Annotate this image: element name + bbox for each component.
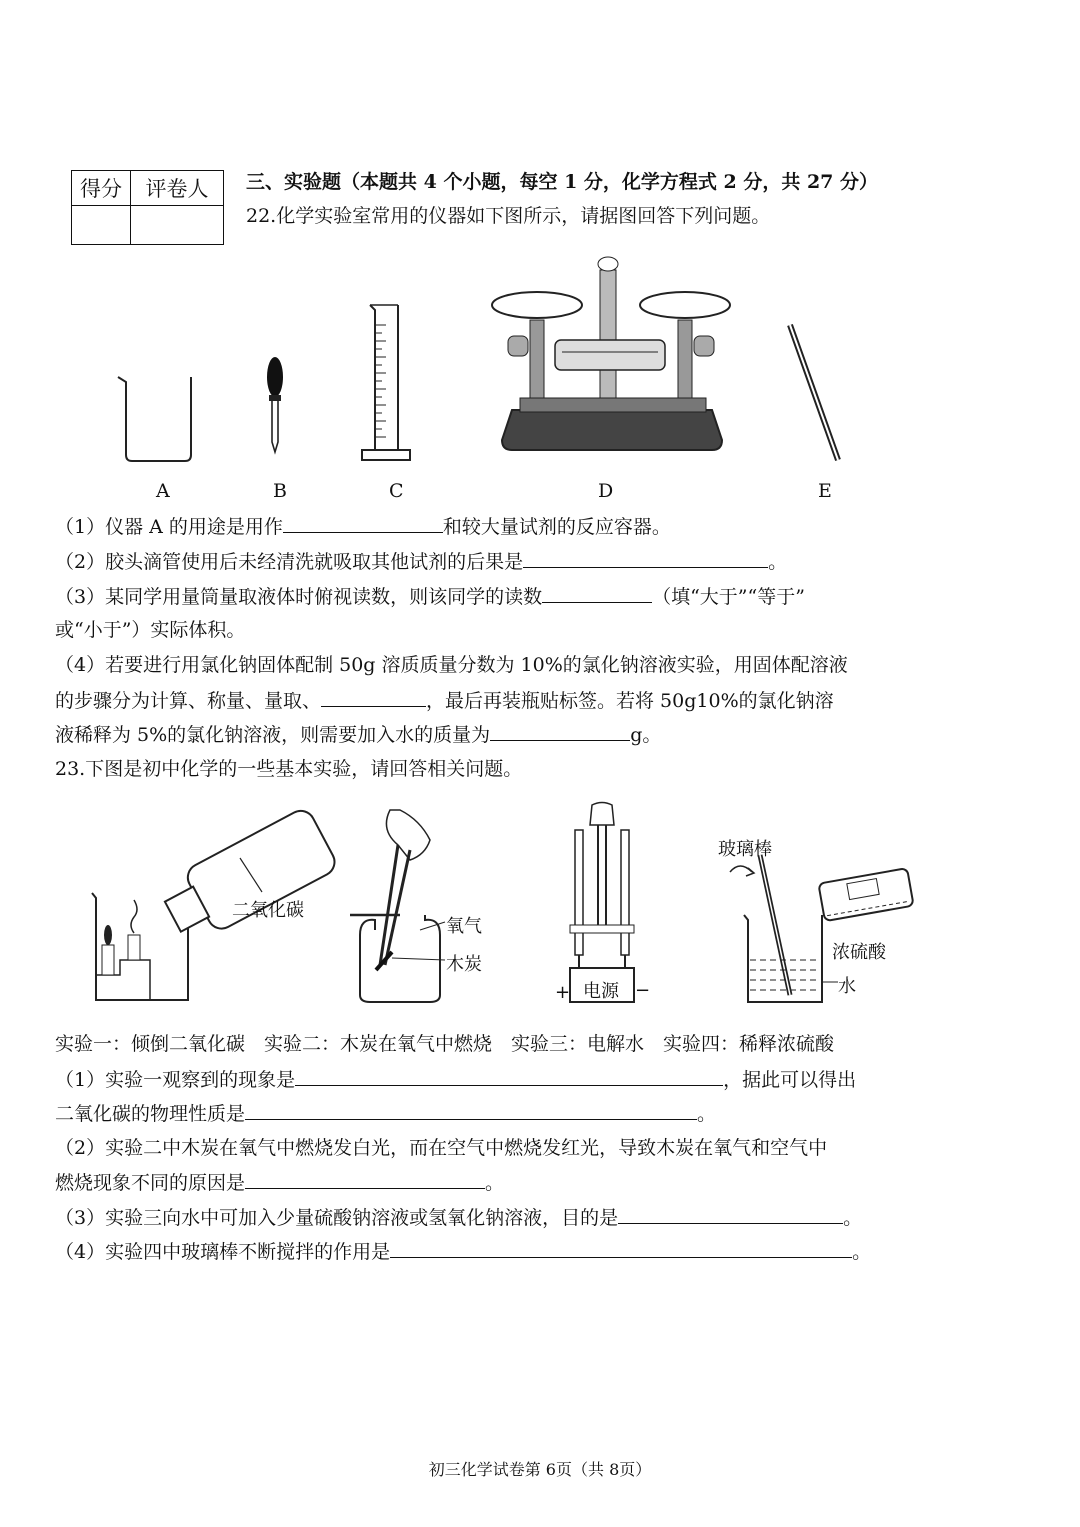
answer-blank[interactable] bbox=[390, 1239, 852, 1258]
label-oxygen: 氧气 bbox=[446, 916, 482, 937]
q23-captions: 实验一：倾倒二氧化碳 实验二：木炭在氧气中燃烧 实验三：电解水 实验四：稀释浓硫酸 bbox=[55, 1033, 835, 1055]
score-header: 得分 bbox=[72, 171, 131, 206]
q22-stem: 22.化学实验室常用的仪器如下图所示，请据图回答下列问题。 bbox=[246, 205, 771, 227]
score-cell[interactable] bbox=[72, 206, 131, 245]
section-title: 三、实验题（本题共 4 个小题，每空 1 分，化学方程式 2 分，共 27 分） bbox=[246, 171, 879, 193]
experiments-figure bbox=[80, 800, 930, 1015]
grader-cell[interactable] bbox=[131, 206, 224, 245]
answer-blank[interactable] bbox=[245, 1170, 485, 1189]
label-co2: 二氧化碳 bbox=[232, 900, 304, 921]
grader-header: 评卷人 bbox=[131, 171, 224, 206]
q23-part1: （1）实验一观察到的现象是 ，据此可以得出 bbox=[55, 1069, 857, 1091]
answer-blank[interactable] bbox=[321, 688, 426, 707]
electrolysis-icon bbox=[570, 803, 634, 1003]
label-acid: 浓硫酸 bbox=[832, 942, 886, 963]
q22-part2: （2）胶头滴管使用后未经清洗就吸取其他试剂的后果是 。 bbox=[55, 551, 788, 573]
label-b: B bbox=[273, 480, 287, 502]
q22-part4: （4）若要进行用氯化钠固体配制 50g 溶质质量分数为 10%的氯化钠溶液实验，用固体配溶液 bbox=[55, 654, 848, 676]
q23-part4: （4）实验四中玻璃棒不断搅拌的作用是 。 bbox=[55, 1241, 872, 1263]
label-d: D bbox=[598, 480, 614, 502]
answer-blank[interactable] bbox=[523, 549, 768, 568]
q23-part2: （2）实验二中木炭在氧气中燃烧发白光，而在空气中燃烧发红光，导致木炭在氧气和空气中 bbox=[55, 1137, 828, 1159]
charcoal-burning-icon bbox=[350, 810, 445, 1002]
label-minus: − bbox=[635, 980, 651, 1001]
q22-part4-line3: 液稀释为 5%的氯化钠溶液，则需要加入水的质量为 g。 bbox=[55, 724, 662, 746]
balance-icon bbox=[492, 257, 730, 450]
q23-stem: 23.下图是初中化学的一些基本实验，请回答相关问题。 bbox=[55, 758, 523, 780]
label-e: E bbox=[818, 480, 832, 502]
q22-part1: （1）仪器 A 的用途是用作 和较大量试剂的反应容器。 bbox=[55, 516, 671, 538]
label-plus: + bbox=[555, 982, 571, 1003]
acid-dilution-icon bbox=[730, 855, 914, 1002]
label-water: 水 bbox=[838, 976, 856, 997]
label-glass-rod: 玻璃棒 bbox=[718, 839, 772, 860]
label-power: 电源 bbox=[583, 981, 619, 1002]
q22-part4-line2: 的步骤分为计算、称量、量取、 ，最后再装瓶贴标签。若将 50g10%的氯化钠溶 bbox=[55, 690, 834, 712]
answer-blank[interactable] bbox=[618, 1205, 843, 1224]
lab-instruments-figure bbox=[100, 250, 860, 470]
answer-blank[interactable] bbox=[283, 514, 443, 533]
answer-blank[interactable] bbox=[245, 1101, 697, 1120]
q23-part3: （3）实验三向水中可加入少量硫酸钠溶液或氢氧化钠溶液，目的是 。 bbox=[55, 1207, 863, 1229]
score-table bbox=[71, 170, 224, 245]
q22-part3-cont: 或“小于”）实际体积。 bbox=[55, 619, 246, 641]
graduated-cylinder-icon bbox=[362, 305, 410, 460]
label-c: C bbox=[389, 480, 404, 502]
q22-part3: （3）某同学用量筒量取液体时俯视读数，则该同学的读数 （填“大于”“等于” bbox=[55, 586, 805, 608]
glass-rod-icon bbox=[790, 325, 838, 460]
answer-blank[interactable] bbox=[542, 584, 652, 603]
q23-part1-line2: 二氧化碳的物理性质是 。 bbox=[55, 1103, 717, 1125]
q23-part2-line2: 燃烧现象不同的原因是 。 bbox=[55, 1172, 505, 1194]
label-a: A bbox=[156, 480, 170, 502]
answer-blank[interactable] bbox=[490, 722, 630, 741]
dropper-icon bbox=[267, 357, 283, 452]
answer-blank[interactable] bbox=[295, 1067, 723, 1086]
label-charcoal: 木炭 bbox=[446, 954, 482, 975]
page-footer: 初三化学试卷第 6页（共 8页） bbox=[428, 1460, 652, 1479]
beaker-icon bbox=[118, 377, 191, 461]
